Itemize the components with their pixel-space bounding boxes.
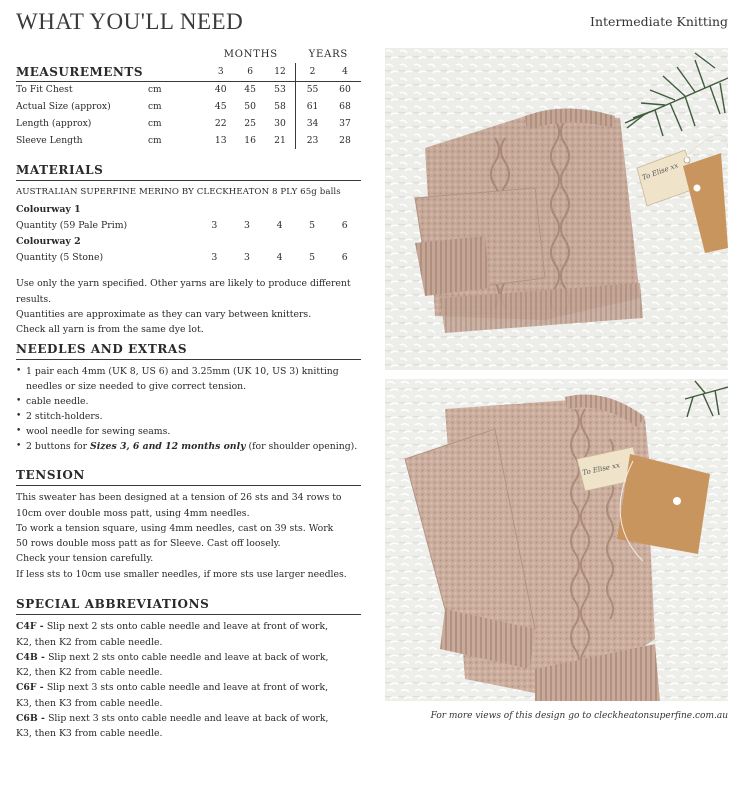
quantity-value: 5	[309, 252, 316, 264]
quantity-value: 4	[276, 252, 283, 264]
list-item: • cable needle.	[16, 394, 361, 409]
quantity-value: 4	[276, 220, 283, 232]
size-header: 12	[265, 63, 296, 81]
measurements-section	[16, 46, 361, 149]
abbreviation-item	[16, 711, 361, 726]
row-label: Actual Size (approx)	[16, 101, 111, 112]
sizes-emphasis: Sizes 3, 6 and 12 months only	[90, 441, 246, 453]
tension-line: This sweater has been designed at a tension of 26 sts and 34 rows to	[16, 492, 342, 504]
quantity-value: 3	[211, 252, 218, 264]
tension-heading: TENSION	[16, 468, 361, 486]
tension-line: To work a tension square, using 4mm needles, cast on 39 sts. Work	[16, 522, 334, 534]
table-cell: 21	[274, 135, 286, 146]
list-item: • 2 stitch-holders.	[16, 409, 361, 424]
abbreviation-text: K2, then K2 from cable needle.	[16, 667, 163, 679]
row-label: Length (approx)	[16, 118, 92, 129]
abbreviation-code: C4F -	[16, 621, 47, 633]
table-cell: 45	[244, 84, 256, 96]
quantity-value: 3	[211, 220, 218, 232]
table-row	[16, 132, 361, 149]
tension-line: 50 rows double moss patt as for Sleeve. Cast off loosely.	[16, 538, 281, 550]
table-cell: 61	[296, 98, 329, 115]
size-header: 4	[329, 63, 361, 81]
flat-sweater-photo	[385, 379, 728, 701]
materials-note: Use only the yarn specified. Other yarns are likely to produce different results.	[16, 278, 351, 305]
row-unit: cm	[148, 135, 162, 146]
measurements-heading: MEASUREMENTS	[16, 63, 148, 81]
tension-line: If less sts to 10cm use smaller needles, if more sts use larger needles.	[16, 568, 347, 580]
table-cell: 45	[214, 101, 227, 112]
table-row	[16, 98, 361, 115]
table-cell: 34	[296, 115, 329, 132]
colourway-title: Colourway 1	[16, 204, 81, 216]
table-cell: 22	[214, 118, 227, 129]
quantity-row	[16, 217, 361, 234]
list-item: • wool needle for sewing seams.	[16, 424, 361, 439]
materials-section	[16, 163, 361, 337]
abbreviation-text: K2, then K2 from cable needle.	[16, 636, 163, 648]
page-subtitle: Intermediate Knitting	[590, 14, 728, 29]
table-cell: 37	[339, 118, 351, 129]
page-title: WHAT YOU'LL NEED	[16, 9, 244, 34]
needles-list	[16, 364, 361, 454]
table-cell: 53	[274, 84, 286, 96]
quantity-row	[16, 249, 361, 266]
abbreviation-item	[16, 619, 361, 634]
years-group-label: YEARS	[308, 49, 349, 60]
tension-section	[16, 468, 361, 582]
size-header: 3	[206, 63, 235, 81]
table-cell: 30	[274, 118, 286, 129]
table-cell: 58	[274, 101, 286, 112]
row-unit: cm	[148, 101, 162, 112]
abbreviations-heading: SPECIAL ABBREVIATIONS	[16, 597, 361, 615]
quantity-value: 3	[243, 252, 250, 264]
table-cell: 13	[214, 135, 227, 146]
abbreviation-code: C4B -	[16, 651, 49, 663]
list-item-text: (for shoulder opening).	[245, 441, 358, 453]
size-header: 2	[296, 63, 329, 81]
needles-section	[16, 342, 361, 454]
row-unit: cm	[148, 84, 162, 95]
row-unit: cm	[148, 118, 162, 129]
folded-sweater-photo	[385, 48, 728, 370]
months-group-label: MONTHS	[223, 49, 278, 60]
table-cell: 28	[339, 135, 351, 146]
table-cell: 40	[214, 84, 227, 96]
colourway-title: Colourway 2	[16, 236, 81, 248]
abbreviation-text: K3, then K3 from cable needle.	[16, 728, 163, 740]
abbreviation-text: Slip next 3 sts onto cable needle and leave at front of work,	[46, 682, 329, 694]
abbreviation-text: Slip next 2 sts onto cable needle and leave at front of work,	[46, 621, 329, 633]
list-item: • 1 pair each 4mm (UK 8, US 6) and 3.25mm (UK 10, US 3) knitting needles or size needed to give correct tension.	[16, 364, 361, 394]
abbreviation-text: Slip next 3 sts onto cable needle and leave at back of work,	[48, 713, 329, 725]
list-item	[16, 439, 361, 454]
table-cell: 25	[244, 118, 256, 129]
yarn-brand: AUSTRALIAN SUPERFINE MERINO BY CLECKHEATON 8 PLY 65g balls	[16, 187, 341, 198]
tension-line: 10cm over double moss patt, using 4mm needles.	[16, 507, 250, 519]
table-cell: 68	[339, 101, 351, 112]
size-header: 6	[235, 63, 264, 81]
table-cell: 50	[244, 101, 256, 112]
table-cell: 55	[296, 81, 329, 98]
tag-handwriting: To Elise xx	[581, 461, 621, 477]
abbreviation-item	[16, 650, 361, 665]
table-row	[16, 81, 361, 98]
table-cell: 23	[296, 132, 329, 149]
quantity-value: 5	[309, 220, 316, 232]
abbreviation-text: K3, then K3 from cable needle.	[16, 697, 163, 709]
materials-heading: MATERIALS	[16, 163, 361, 181]
tag-handwriting: To Elise xx	[640, 161, 680, 182]
row-label: Sleeve Length	[16, 135, 83, 146]
abbreviation-text: Slip next 2 sts onto cable needle and leave at back of work,	[48, 651, 329, 663]
list-item-text: 2 buttons for	[26, 441, 91, 453]
tension-line: Check your tension carefully.	[16, 553, 154, 565]
quantity-value: 6	[341, 220, 348, 232]
measurements-table	[16, 46, 361, 149]
quantity-value: 6	[341, 252, 348, 264]
abbreviations-section	[16, 597, 361, 742]
quantity-label: Quantity (5 Stone)	[16, 252, 104, 264]
abbreviation-item	[16, 680, 361, 695]
needles-heading: NEEDLES AND EXTRAS	[16, 342, 361, 360]
quantity-label: Quantity (59 Pale Prim)	[16, 220, 128, 232]
materials-note: Quantities are approximate as they can vary between knitters.	[16, 308, 312, 320]
quantity-value: 3	[243, 220, 250, 232]
row-label: To Fit Chest	[16, 84, 73, 96]
photo-caption: For more views of this design go to cleckheatonsuperfine.com.au	[430, 711, 728, 721]
table-cell: 16	[244, 135, 256, 146]
table-cell: 60	[339, 84, 351, 96]
abbreviation-code: C6F -	[16, 682, 47, 694]
abbreviation-code: C6B -	[16, 713, 49, 725]
table-row	[16, 115, 361, 132]
materials-note: Check all yarn is from the same dye lot.	[16, 324, 204, 336]
